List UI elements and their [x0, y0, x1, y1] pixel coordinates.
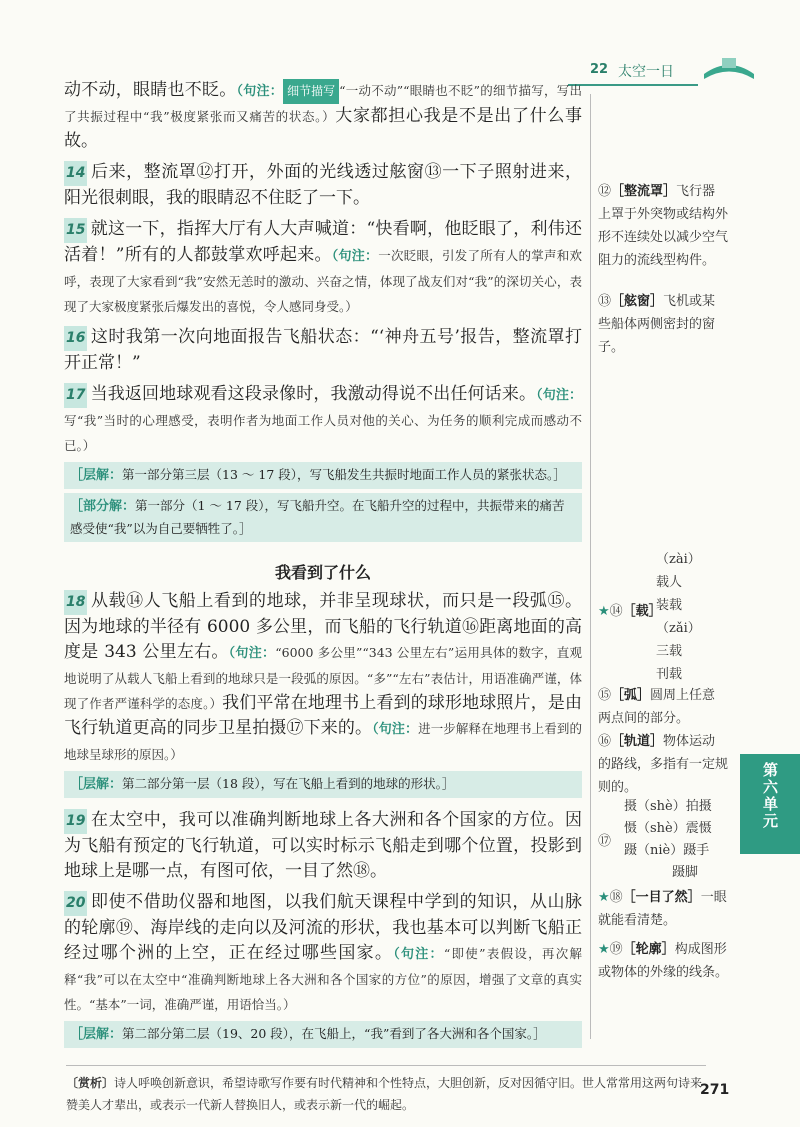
paragraph-number: 18	[64, 590, 87, 615]
paragraph-18	[64, 589, 582, 767]
text: 当我返回地球观看这段录像时，我激动得说不出任何话来。	[90, 384, 537, 404]
word: 三载	[656, 644, 683, 659]
note-text: “即使”表假设，再次解释“我”可以在太空中“准确判断地球上各大洲和各个国家的方位”的原因，增强了文章的真实性。“基本”一词，准确严谨，用语恰当。）	[64, 946, 583, 1012]
text: 就这一下，指挥大厅有人大声喊道：“快看啊，他眨眼了，利伟还活着！”所有的人都鼓掌欢呼起来。	[64, 219, 582, 265]
analysis-label: ［层解：	[70, 468, 123, 483]
note-label: （句注：	[228, 646, 276, 661]
side-note-12	[598, 180, 728, 272]
definition: 物体运动的路线，多指有一定规则的。	[598, 734, 729, 795]
definition: 圆周上任意两点间的部分。	[598, 688, 716, 726]
layer-analysis-box	[64, 1021, 582, 1048]
note-text: 写“我”当时的心理感受，表明作者为地面工作人员对他的关心、为任务的顺利完成而感动不已。）	[64, 413, 582, 453]
paragraph-number: 14	[64, 161, 87, 186]
keyword: ［载］	[622, 604, 662, 619]
paragraph-16	[64, 325, 582, 376]
definition: 一眼就能看清楚。	[598, 890, 727, 928]
pronunciation: （zài）	[656, 552, 701, 567]
pronunciation: （zǎi）	[656, 621, 701, 636]
word: 蹑脚	[672, 865, 699, 880]
unit-tab-label: 第六单元	[761, 762, 779, 830]
word: 刊载	[656, 667, 683, 682]
note-label: （句注：	[372, 722, 419, 737]
note-label: （句注：	[236, 84, 284, 99]
main-text	[64, 78, 582, 1052]
note-mark: ⑱	[609, 890, 623, 905]
word: 蹑（niè）蹑手	[624, 843, 710, 858]
definition: 飞行器上罩于外突物或结构外形不连续处以减少空气阻力的流线型构件。	[598, 184, 729, 268]
definition: 飞机或某些船体两侧密封的窗子。	[598, 294, 716, 355]
text: 这时我第一次向地面报告飞船状态：“‘神舟五号’报告，整流罩打开正常！”	[64, 327, 582, 373]
paragraph-number: 16	[64, 326, 87, 351]
text: 在太空中，我可以准确判断地球上各大洲和各个国家的方位。因为飞船有预定的飞行轨道，可以实时标示飞船走到哪个位置，投影到地球上是哪一点，有图可依，一目了然⑱。	[64, 810, 582, 881]
note-mark: ⑬	[598, 294, 612, 309]
star-icon: ★	[598, 942, 610, 957]
side-note-18	[598, 886, 728, 932]
analysis-label: ［部分解：	[70, 499, 136, 514]
paragraph-19	[64, 808, 582, 884]
analysis-text: 第一部分第三层（13 ～ 17 段），写飞船发生共振时地面工作人员的紧张状态。］	[122, 467, 566, 482]
side-note-15	[598, 684, 728, 730]
keyword: ［一目了然］	[622, 890, 701, 905]
note-label: （句注：	[393, 947, 444, 962]
text: 从载⑭人飞船上看到的地球，并非呈现球状，而只是一段弧⑮。因为地球的半径有 6000 多公里，而飞船的飞行轨道⑯距离地面的高度是 343 公里左右。	[64, 591, 582, 662]
word: 慑（shè）震慑	[624, 821, 712, 836]
text: 动不动，眼睛也不眨。	[64, 80, 237, 100]
paragraph-17	[64, 382, 582, 458]
header-rule	[568, 84, 698, 86]
note-text: “一动不动”“眼睛也不眨”的细节描写，写出了共振过程中“我”极度紧张而又痛苦的状态。）	[64, 83, 582, 124]
paragraph-number: 17	[64, 383, 87, 408]
paragraph-number: 19	[64, 809, 87, 834]
keyword: ［轮廓］	[622, 942, 675, 957]
text: 即使不借助仪器和地图，以我们航天课程中学到的知识，从山脉的轮廓⑲、海岸线的走向以及河流的形状，我也基本可以判断飞船正经过哪个洲的上空，正在经过哪些国家。	[64, 892, 582, 963]
paragraph-number: 20	[64, 891, 87, 916]
note-label: （句注：	[331, 249, 379, 264]
note-mark: ⑭	[609, 604, 623, 619]
lesson-number: 22	[590, 62, 609, 77]
analysis-label: ［层解：	[70, 777, 123, 792]
layer-analysis-box	[64, 771, 582, 798]
footer-label: 〔赏析〕	[66, 1076, 115, 1090]
note-mark: ⑯	[598, 734, 612, 749]
note-text: 进一步解释在地理书上看到的地球呈球形的原因。）	[64, 721, 582, 762]
paragraph-15	[64, 217, 582, 319]
technique-tag: 细节描写	[283, 79, 339, 104]
note-text: “6000 多公里”“343 公里左右”运用具体的数字，直观地说明了从载人飞船上看到的地球只是一段弧的原因。“多”“左右”表估计，用语准确严谨，体现了作者严谨科学的态度。）	[64, 645, 582, 711]
paragraph-intro	[64, 78, 582, 154]
note-mark: ⑰	[598, 834, 612, 849]
section-title: 我看到了什么	[274, 563, 371, 582]
footer-text: 诗人呼唤创新意识，希望诗歌写作要有时代精神和个性特点，大胆创新，反对因循守旧。世人常常用这两句诗来赞美人才辈出，或表示一代新人替换旧人，或表示新一代的崛起。	[66, 1076, 703, 1112]
definition: 构成图形或物体的外缘的线条。	[598, 942, 729, 980]
paragraph-number: 15	[64, 218, 87, 243]
note-mark: ⑮	[598, 688, 612, 703]
word: 装载	[656, 598, 683, 613]
analysis-text: 第一部分（1 ～ 17 段），写飞船升空。在飞船升空的过程中，共振带来的痛苦感受使“我”以为自己要牺牲了。］	[70, 498, 565, 536]
word: 摄（shè）拍摄	[624, 799, 712, 814]
side-note-13	[598, 290, 728, 359]
note-mark: ⑲	[609, 942, 623, 957]
lesson-header	[568, 56, 800, 86]
text: 我们平常在地理书上看到的球形地球照片，是由飞行轨道更高的同步卫星拍摄⑰下来的。	[64, 693, 582, 738]
layer-analysis-box	[64, 462, 582, 489]
footer-appreciation	[66, 1065, 706, 1116]
page-number: 271	[700, 1082, 730, 1098]
keyword: ［整流罩］	[611, 184, 677, 199]
star-icon: ★	[598, 604, 610, 619]
note-mark: ⑫	[598, 184, 612, 199]
star-icon: ★	[598, 890, 610, 905]
lesson-title: 太空一日	[618, 64, 674, 80]
analysis-text: 第二部分第一层（18 段），写在飞船上看到的地球的形状。］	[122, 776, 455, 791]
unit-tab	[740, 754, 800, 854]
paragraph-14	[64, 160, 582, 211]
part-analysis-box	[64, 493, 582, 542]
book-logo-icon	[700, 52, 758, 82]
text: 后来，整流罩⑫打开，外面的光线透过舷窗⑬一下子照射进来，阳光很刺眼，我的眼睛忍不住眨了一下。	[64, 162, 582, 208]
analysis-text: 第二部分第二层（19、20 段），在飞船上，“我”看到了各大洲和各个国家。］	[122, 1026, 546, 1041]
keyword: ［舷窗］	[611, 294, 664, 309]
paragraph-20	[64, 890, 582, 1017]
note-label: （句注：	[536, 388, 582, 403]
note-text: 一次眨眼，引发了所有人的掌声和欢呼，表现了大家看到“我”安然无恙时的激动、兴奋之情，体现了战友们对“我”的深切关心，表现了大家极度紧张后爆发出的喜悦，令人感同身受。）	[64, 248, 582, 314]
side-note-16	[598, 730, 728, 799]
side-note-19	[598, 938, 728, 984]
column-divider	[590, 94, 591, 1039]
keyword: ［轨道］	[611, 734, 664, 749]
keyword: ［弧］	[611, 688, 651, 703]
analysis-label: ［层解：	[70, 1027, 123, 1042]
text: 大家都担心我是不是出了什么事故。	[64, 106, 582, 151]
word: 载人	[656, 575, 683, 590]
